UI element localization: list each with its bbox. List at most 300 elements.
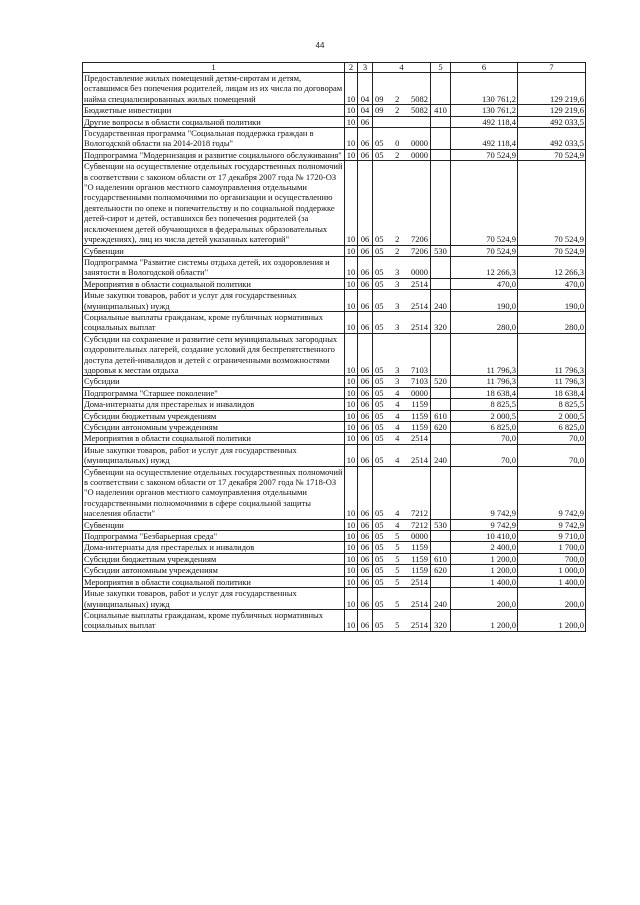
- item-name: Дома-интернаты для престарелых и инвалидов: [83, 542, 345, 553]
- header-cell: 1: [83, 63, 345, 73]
- program-code-part: 05: [375, 553, 384, 564]
- expense-type-code: [431, 149, 451, 160]
- program-code-part: 09: [375, 105, 384, 116]
- subsection-code: 06: [358, 290, 373, 312]
- item-name: Иные закупки товаров, работ и услуг для государственных (муниципальных) нужд: [83, 290, 345, 312]
- program-code-part: 09: [375, 93, 384, 104]
- table-row: [83, 609, 586, 631]
- program-code: [373, 410, 431, 421]
- program-code-part: 1159: [411, 422, 428, 432]
- subsection-code: 06: [358, 128, 373, 150]
- section-code: 10: [345, 565, 358, 576]
- expense-type-code: [431, 399, 451, 410]
- subsection-code: 06: [358, 444, 373, 466]
- subsection-code: 06: [358, 565, 373, 576]
- subsection-code: 06: [358, 116, 373, 127]
- header-cell: 2: [345, 63, 358, 73]
- program-code: [373, 245, 431, 256]
- table-row: [83, 466, 586, 519]
- subsection-code: 06: [358, 433, 373, 444]
- item-name: Иные закупки товаров, работ и услуг для государственных (муниципальных) нужд: [83, 444, 345, 466]
- table-row: [83, 311, 586, 333]
- expense-type-code: [431, 256, 451, 278]
- amount-year-2: 1 200,0: [518, 609, 586, 631]
- program-code-part: 1159: [411, 565, 428, 576]
- item-name: Социальные выплаты гражданам, кроме публичных нормативных социальных выплат: [83, 311, 345, 333]
- item-name: Субсидии: [83, 376, 345, 387]
- program-code: [373, 519, 431, 530]
- amount-year-1: 8 825,5: [451, 399, 518, 410]
- program-code-part: 05: [375, 531, 384, 542]
- amount-year-1: 1 200,0: [451, 565, 518, 576]
- program-code: [373, 466, 431, 519]
- subsection-code: 06: [358, 576, 373, 587]
- table-row: [83, 149, 586, 160]
- expense-type-code: [431, 128, 451, 150]
- program-code-part: 3: [395, 364, 400, 375]
- amount-year-2: 1 400,0: [518, 576, 586, 587]
- table-row: [83, 531, 586, 542]
- program-code-part: 05: [375, 267, 384, 278]
- program-code-part: 7103: [411, 376, 428, 387]
- amount-year-1: 18 638,4: [451, 387, 518, 398]
- program-code-part: 2514: [411, 278, 428, 289]
- section-code: 10: [345, 116, 358, 127]
- expense-type-code: 610: [431, 553, 451, 564]
- section-code: 10: [345, 444, 358, 466]
- amount-year-2: 492 033,5: [518, 128, 586, 150]
- amount-year-2: 2 000,5: [518, 410, 586, 421]
- amount-year-1: 1 400,0: [451, 576, 518, 587]
- expense-type-code: 520: [431, 376, 451, 387]
- program-code: [373, 444, 431, 466]
- table-row: [83, 433, 586, 444]
- table-row: [83, 444, 586, 466]
- program-code-part: 5: [395, 531, 400, 542]
- table-row: [83, 128, 586, 150]
- program-code: [373, 576, 431, 587]
- program-code-part: 05: [375, 508, 384, 519]
- program-code-part: 5: [395, 598, 400, 609]
- program-code-part: 5082: [411, 93, 428, 104]
- amount-year-1: 70,0: [451, 444, 518, 466]
- item-name: Субвенции: [83, 245, 345, 256]
- amount-year-2: 129 219,6: [518, 73, 586, 105]
- amount-year-1: 70 524,9: [451, 149, 518, 160]
- program-code-part: 05: [375, 542, 384, 553]
- amount-year-1: 2 000,5: [451, 410, 518, 421]
- amount-year-2: 1 700,0: [518, 542, 586, 553]
- section-code: 10: [345, 410, 358, 421]
- section-code: 10: [345, 149, 358, 160]
- table-row: [83, 116, 586, 127]
- amount-year-2: 492 033,5: [518, 116, 586, 127]
- program-code-part: 4: [395, 387, 400, 398]
- amount-year-1: 70 524,9: [451, 245, 518, 256]
- program-code-part: 3: [395, 278, 400, 289]
- amount-year-2: 18 638,4: [518, 387, 586, 398]
- amount-year-1: 190,0: [451, 290, 518, 312]
- program-code-part: 2514: [411, 598, 428, 609]
- item-name: Бюджетные инвестиции: [83, 105, 345, 116]
- page-number: 44: [315, 41, 325, 50]
- expense-type-code: 240: [431, 290, 451, 312]
- expense-type-code: [431, 161, 451, 245]
- program-code-part: 05: [375, 576, 384, 587]
- subsection-code: 06: [358, 245, 373, 256]
- program-code: [373, 311, 431, 333]
- program-code-part: 1159: [411, 399, 428, 410]
- section-code: 10: [345, 399, 358, 410]
- program-code: [373, 553, 431, 564]
- item-name: Подпрограмма "Модернизация и развитие социального обслуживания": [83, 149, 345, 160]
- section-code: 10: [345, 333, 358, 376]
- expense-type-code: [431, 73, 451, 105]
- program-code-part: 4: [395, 399, 400, 410]
- amount-year-1: 70,0: [451, 433, 518, 444]
- amount-year-1: 10 410,0: [451, 531, 518, 542]
- header-cell: 5: [431, 63, 451, 73]
- subsection-code: 06: [358, 256, 373, 278]
- amount-year-2: 200,0: [518, 588, 586, 610]
- program-code-part: 1159: [411, 410, 428, 421]
- amount-year-1: 6 825,0: [451, 422, 518, 433]
- program-code-part: 05: [375, 399, 384, 410]
- amount-year-2: 11 796,3: [518, 333, 586, 376]
- amount-year-2: 280,0: [518, 311, 586, 333]
- program-code: [373, 376, 431, 387]
- amount-year-1: 280,0: [451, 311, 518, 333]
- program-code-part: 0000: [411, 387, 428, 398]
- program-code-part: 05: [375, 387, 384, 398]
- amount-year-1: 11 796,3: [451, 333, 518, 376]
- program-code: [373, 433, 431, 444]
- table-row: [83, 245, 586, 256]
- table-row: [83, 542, 586, 553]
- budget-table: [82, 62, 586, 632]
- section-code: 10: [345, 256, 358, 278]
- program-code-part: 5: [395, 620, 400, 631]
- program-code-part: 2: [395, 149, 400, 160]
- program-code-part: 7206: [411, 234, 428, 245]
- program-code-part: 05: [375, 300, 384, 311]
- program-code-part: 7206: [411, 245, 428, 256]
- section-code: 10: [345, 588, 358, 610]
- program-code: [373, 278, 431, 289]
- program-code-part: 3: [395, 376, 400, 387]
- program-code-part: 4: [395, 519, 400, 530]
- program-code-part: 05: [375, 364, 384, 375]
- subsection-code: 04: [358, 73, 373, 105]
- amount-year-1: 12 266,3: [451, 256, 518, 278]
- section-code: 10: [345, 376, 358, 387]
- program-code-part: 05: [375, 519, 384, 530]
- table-row: [83, 73, 586, 105]
- section-code: 10: [345, 161, 358, 245]
- amount-year-2: 700,0: [518, 553, 586, 564]
- program-code-part: 05: [375, 278, 384, 289]
- program-code-part: 2514: [411, 300, 428, 311]
- item-name: Подпрограмма "Старшее поколение": [83, 387, 345, 398]
- table-row: [83, 161, 586, 245]
- program-code-part: 05: [375, 455, 384, 466]
- header-cell: 4: [373, 63, 431, 73]
- header-cell: 6: [451, 63, 518, 73]
- subsection-code: 06: [358, 422, 373, 433]
- header-cell: 3: [358, 63, 373, 73]
- table-row: [83, 553, 586, 564]
- amount-year-2: 70,0: [518, 433, 586, 444]
- item-name: Мероприятия в области социальной политики: [83, 576, 345, 587]
- subsection-code: 06: [358, 278, 373, 289]
- expense-type-code: 240: [431, 444, 451, 466]
- program-code: [373, 128, 431, 150]
- program-code: [373, 105, 431, 116]
- program-code-part: 05: [375, 422, 384, 432]
- expense-type-code: 410: [431, 105, 451, 116]
- section-code: 10: [345, 387, 358, 398]
- subsection-code: 06: [358, 333, 373, 376]
- item-name: Субвенции: [83, 519, 345, 530]
- item-name: Субвенции на осуществление отдельных государственных полномочий в соответствии с законом области от 17 декабря 2007 года № 1720-ОЗ "О наделении органов местного самоуправления отдельными государственными полномочиями по организации и осуществлению деятельности по опеке и попечительству и по социальной поддержке детей-сирот и детей, оставшихся без попечения родителей (за исключением детей обучающихся в федеральных образовательных учреждениях), лиц из числа детей указанных категорий": [84, 161, 343, 245]
- section-code: 10: [345, 576, 358, 587]
- program-code-part: 2514: [411, 620, 428, 631]
- amount-year-1: 1 200,0: [451, 609, 518, 631]
- table-row: [83, 333, 586, 376]
- program-code-part: 05: [375, 376, 384, 387]
- table-row: [83, 376, 586, 387]
- item-name: Государственная программа "Социальная поддержка граждан в Вологодской области на 2014-2018 годы": [83, 128, 345, 150]
- program-code-part: 4: [395, 422, 400, 432]
- expense-type-code: 620: [431, 422, 451, 433]
- amount-year-2: 9 742,9: [518, 519, 586, 530]
- amount-year-2: 70 524,9: [518, 245, 586, 256]
- expense-type-code: [431, 387, 451, 398]
- expense-type-code: [431, 576, 451, 587]
- program-code-part: 7212: [411, 519, 428, 530]
- program-code: [373, 422, 431, 433]
- amount-year-1: 130 761,2: [451, 73, 518, 105]
- amount-year-2: 470,0: [518, 278, 586, 289]
- program-code-part: 2: [395, 93, 400, 104]
- amount-year-2: 1 000,0: [518, 565, 586, 576]
- section-code: 10: [345, 466, 358, 519]
- program-code-part: 5: [395, 553, 400, 564]
- expense-type-code: 320: [431, 311, 451, 333]
- item-name: Субсидии автономным учреждениям: [83, 565, 345, 576]
- table-row: [83, 105, 586, 116]
- amount-year-2: 11 796,3: [518, 376, 586, 387]
- header-cell: 7: [518, 63, 586, 73]
- program-code: [373, 531, 431, 542]
- program-code-part: 05: [375, 138, 384, 149]
- program-code-part: 2: [395, 245, 400, 256]
- program-code-part: 5: [395, 542, 400, 553]
- amount-year-2: 6 825,0: [518, 422, 586, 433]
- expense-type-code: 240: [431, 588, 451, 610]
- program-code-part: 05: [375, 322, 384, 333]
- program-code-part: 4: [395, 410, 400, 421]
- table-row: [83, 422, 586, 433]
- program-code-part: 0000: [411, 149, 428, 160]
- amount-year-2: 9 710,0: [518, 531, 586, 542]
- section-code: 10: [345, 278, 358, 289]
- item-name: Дома-интернаты для престарелых и инвалидов: [83, 399, 345, 410]
- program-code-part: 7212: [411, 508, 428, 519]
- expense-type-code: [431, 531, 451, 542]
- program-code-part: 05: [375, 245, 384, 256]
- subsection-code: 06: [358, 387, 373, 398]
- subsection-code: 06: [358, 531, 373, 542]
- subsection-code: 06: [358, 609, 373, 631]
- program-code-part: 0000: [411, 138, 428, 149]
- program-code: [373, 542, 431, 553]
- subsection-code: 06: [358, 410, 373, 421]
- subsection-code: 06: [358, 466, 373, 519]
- item-name: Субсидии бюджетным учреждениям: [83, 553, 345, 564]
- amount-year-1: 9 742,9: [451, 466, 518, 519]
- program-code-part: 5: [395, 576, 400, 587]
- section-code: 10: [345, 433, 358, 444]
- section-code: 10: [345, 73, 358, 105]
- section-code: 10: [345, 531, 358, 542]
- expense-type-code: [431, 116, 451, 127]
- subsection-code: 06: [358, 161, 373, 245]
- header-row: [83, 63, 586, 73]
- item-name: Субвенции на осуществление отдельных государственных полномочий в соответствии с законом области от 17 декабря 2007 года № 1718-ОЗ "О наделении органов местного самоуправления отдельными государственными полномочиями в сфере социальной защиты населения области": [84, 466, 343, 519]
- item-name: Иные закупки товаров, работ и услуг для государственных (муниципальных) нужд: [83, 588, 345, 610]
- program-code-part: 1159: [411, 553, 428, 564]
- amount-year-2: 190,0: [518, 290, 586, 312]
- subsection-code: 06: [358, 311, 373, 333]
- table-row: [83, 410, 586, 421]
- item-name: Субсидии на сохранение и развитие сети муниципальных загородных оздоровительных лагерей, создание условий для беспрепятственного доступа детей-инвалидов и детей с ограниченными возможностями здоровья к местам отдыха: [83, 333, 345, 376]
- expense-type-code: [431, 542, 451, 553]
- amount-year-1: 492 118,4: [451, 116, 518, 127]
- section-code: 10: [345, 290, 358, 312]
- program-code-part: 4: [395, 508, 400, 519]
- amount-year-2: 70,0: [518, 444, 586, 466]
- table-row: [83, 519, 586, 530]
- amount-year-1: 9 742,9: [451, 519, 518, 530]
- item-name: Мероприятия в области социальной политики: [83, 278, 345, 289]
- program-code-part: 05: [375, 598, 384, 609]
- item-name: Субсидии автономным учреждениям: [83, 422, 345, 433]
- program-code: [373, 149, 431, 160]
- program-code-part: 2514: [411, 455, 428, 466]
- program-code: [373, 387, 431, 398]
- program-code: [373, 290, 431, 312]
- item-name: Субсидии бюджетным учреждениям: [83, 410, 345, 421]
- program-code-part: 2: [395, 234, 400, 245]
- program-code-part: 1159: [411, 542, 428, 553]
- subsection-code: 06: [358, 542, 373, 553]
- program-code-part: 4: [395, 433, 400, 444]
- expense-type-code: 620: [431, 565, 451, 576]
- amount-year-2: 70 524,9: [518, 161, 586, 245]
- program-code: [373, 609, 431, 631]
- item-name: Мероприятия в области социальной политики: [83, 433, 345, 444]
- section-code: 10: [345, 105, 358, 116]
- program-code: [373, 116, 431, 127]
- table-row: [83, 387, 586, 398]
- expense-type-code: [431, 466, 451, 519]
- expense-type-code: 530: [431, 245, 451, 256]
- amount-year-2: 12 266,3: [518, 256, 586, 278]
- subsection-code: 06: [358, 553, 373, 564]
- table-row: [83, 278, 586, 289]
- program-code-part: 4: [395, 455, 400, 466]
- program-code-part: 2514: [411, 322, 428, 333]
- program-code-part: 2: [395, 105, 400, 116]
- table-row: [83, 290, 586, 312]
- amount-year-1: 130 761,2: [451, 105, 518, 116]
- item-name: Другие вопросы в области социальной политики: [83, 116, 345, 127]
- amount-year-2: 8 825,5: [518, 399, 586, 410]
- table-row: [83, 576, 586, 587]
- amount-year-1: 200,0: [451, 588, 518, 610]
- table-row: [83, 565, 586, 576]
- amount-year-1: 2 400,0: [451, 542, 518, 553]
- program-code-part: 05: [375, 410, 384, 421]
- program-code-part: 05: [375, 149, 384, 160]
- section-code: 10: [345, 553, 358, 564]
- item-name: Предоставление жилых помещений детям-сиротам и детям, оставшимся без попечения родителей, лицам из их числа по договорам найма специализированных жилых помещений: [83, 73, 345, 105]
- item-name: Социальные выплаты гражданам, кроме публичных нормативных социальных выплат: [83, 609, 345, 631]
- program-code: [373, 333, 431, 376]
- subsection-code: 06: [358, 376, 373, 387]
- program-code: [373, 588, 431, 610]
- amount-year-1: 11 796,3: [451, 376, 518, 387]
- item-name: Подпрограмма "Развитие системы отдыха детей, их оздоровления и занятости в Вологодской области": [83, 256, 345, 278]
- program-code: [373, 256, 431, 278]
- section-code: 10: [345, 128, 358, 150]
- program-code-part: 05: [375, 433, 384, 444]
- amount-year-1: 1 200,0: [451, 553, 518, 564]
- subsection-code: 06: [358, 588, 373, 610]
- expense-type-code: [431, 278, 451, 289]
- program-code-part: 2514: [411, 433, 428, 444]
- program-code-part: 3: [395, 267, 400, 278]
- expense-type-code: 530: [431, 519, 451, 530]
- amount-year-2: 9 742,9: [518, 466, 586, 519]
- section-code: 10: [345, 245, 358, 256]
- section-code: 10: [345, 609, 358, 631]
- subsection-code: 06: [358, 399, 373, 410]
- section-code: 10: [345, 311, 358, 333]
- program-code-part: 2514: [411, 576, 428, 587]
- expense-type-code: 320: [431, 609, 451, 631]
- program-code: [373, 161, 431, 245]
- program-code-part: 05: [375, 620, 384, 631]
- subsection-code: 06: [358, 149, 373, 160]
- section-code: 10: [345, 519, 358, 530]
- program-code-part: 0000: [411, 267, 428, 278]
- program-code-part: 0: [395, 138, 400, 149]
- amount-year-1: 70 524,9: [451, 161, 518, 245]
- program-code-part: 05: [375, 234, 384, 245]
- section-code: 10: [345, 422, 358, 433]
- program-code: [373, 565, 431, 576]
- amount-year-2: 129 219,6: [518, 105, 586, 116]
- program-code-part: 3: [395, 300, 400, 311]
- expense-type-code: [431, 433, 451, 444]
- table-row: [83, 399, 586, 410]
- expense-type-code: [431, 333, 451, 376]
- program-code: [373, 73, 431, 105]
- program-code-part: 05: [375, 565, 384, 576]
- expense-type-code: 610: [431, 410, 451, 421]
